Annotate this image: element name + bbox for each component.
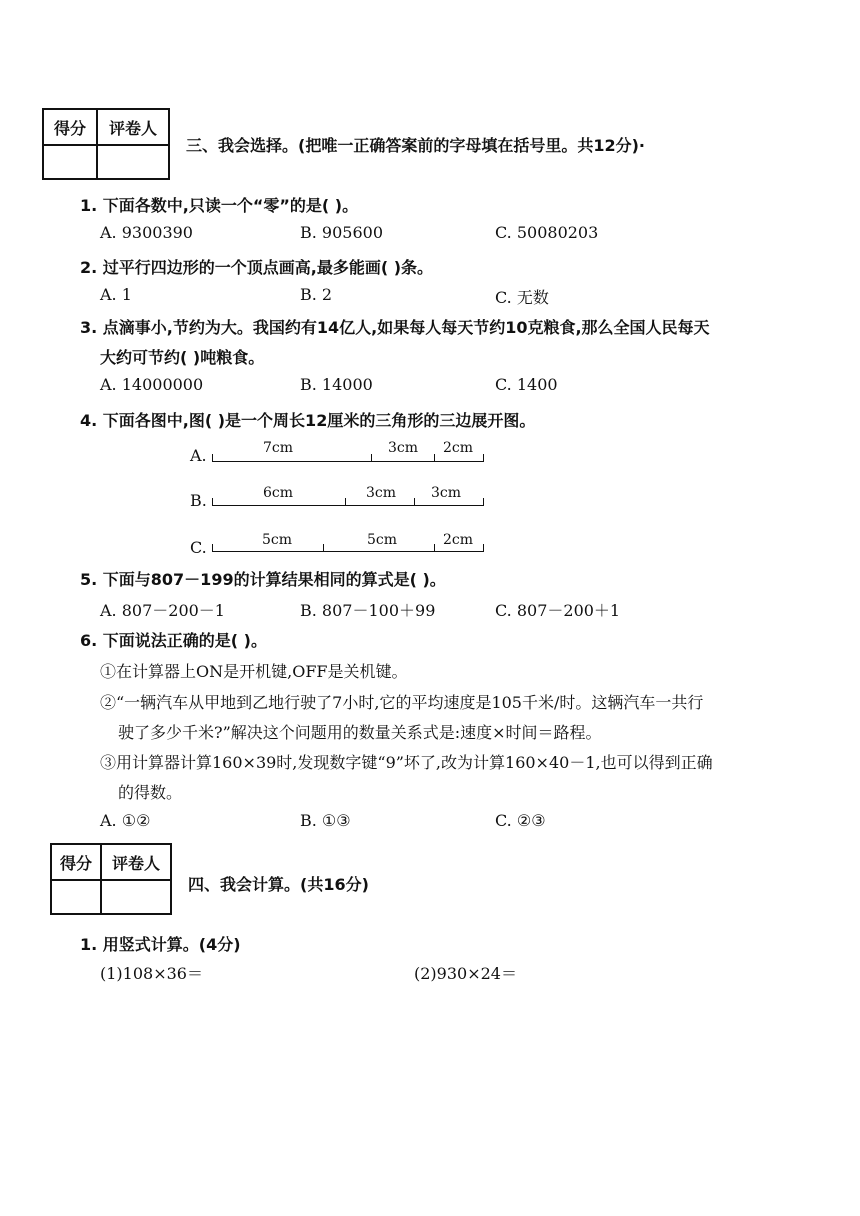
question-2-option-a: A. 1 [100,285,132,304]
figure-b-tick [345,498,346,506]
question-4-stem: 4. 下面各图中,图( )是一个周长12厘米的三角形的三边展开图。 [80,411,536,430]
question-1-option-a: A. 9300390 [100,223,193,242]
question-6-stem: 6. 下面说法正确的是( )。 [80,631,267,650]
figure-c-label-1: 5cm [262,532,293,548]
figure-a-label-2: 3cm [388,440,419,456]
figure-b-label-2: 3cm [366,485,397,501]
grader-cell[interactable] [97,145,169,179]
grader-header: 评卷人 [97,109,169,145]
figure-c-tick [434,544,435,552]
question-1-stem: 1. 下面各数中,只读一个“零”的是( )。 [80,196,359,215]
score-header: 得分 [51,844,101,880]
question-2-option-b: B. 2 [300,285,333,304]
section3-score-table [42,108,170,180]
grader-cell[interactable] [101,880,171,914]
figure-a-label-3: 2cm [443,440,474,456]
score-cell[interactable] [43,145,97,179]
question-3-stem-line2: 大约可节约( )吨粮食。 [100,348,265,367]
question-5-option-b: B. 807－100＋99 [300,601,436,620]
question-6-statement-2-cont: 驶了多少千米?”解决这个问题用的数量关系式是:速度×时间＝路程。 [118,723,602,742]
question-3-stem-line1: 3. 点滴事小,节约为大。我国约有14亿人,如果每人每天节约10克粮食,那么全国人民每天 [80,318,710,337]
figure-b-label-1: 6cm [263,485,294,501]
question-6-statement-3-cont: 的得数。 [118,783,183,802]
question-6-option-b: B. ①③ [300,811,351,830]
score-header: 得分 [43,109,97,145]
question-3-option-b: B. 14000 [300,375,373,394]
question-2-option-c: C. 无数 [495,288,549,307]
section4-title: 四、我会计算。(共16分) [188,875,369,894]
question-3-option-c: C. 1400 [495,375,558,394]
figure-a-tick [434,454,435,462]
section4-score-table [50,843,172,915]
figure-c-tick [483,544,484,552]
figure-a-letter: A. [190,446,207,465]
figure-a-line [212,461,484,462]
calc-item-2: (2)930×24＝ [414,964,517,983]
question-2-stem: 2. 过平行四边形的一个顶点画高,最多能画( )条。 [80,258,434,277]
figure-c-letter: C. [190,538,207,557]
figure-c-line [212,551,484,552]
figure-b-tick [414,498,415,506]
figure-b-tick [483,498,484,506]
figure-b-tick [212,498,213,506]
question-6-statement-1: ①在计算器上ON是开机键,OFF是关机键。 [100,662,408,681]
calc-item-1: (1)108×36＝ [100,964,203,983]
figure-b-label-3: 3cm [431,485,462,501]
figure-b-letter: B. [190,491,207,510]
question-6-statement-2: ②“一辆汽车从甲地到乙地行驶了7小时,它的平均速度是105千米/时。这辆汽车一共行 [100,693,704,712]
question-6-statement-3: ③用计算器计算160×39时,发现数字键“9”坏了,改为计算160×40－1,也可以得到正确 [100,753,713,772]
question-5-stem: 5. 下面与807－199的计算结果相同的算式是( )。 [80,570,446,589]
question-1-option-b: B. 905600 [300,223,384,242]
grader-header: 评卷人 [101,844,171,880]
score-cell[interactable] [51,880,101,914]
figure-a-label-1: 7cm [263,440,294,456]
figure-c-tick [212,544,213,552]
figure-a-tick [212,454,213,462]
question-6-option-c: C. ②③ [495,811,546,830]
question-6-option-a: A. ①② [100,811,151,830]
question-3-option-a: A. 14000000 [100,375,204,394]
question-5-option-a: A. 807－200－1 [100,601,225,620]
figure-a-tick [483,454,484,462]
figure-b-line [212,505,484,506]
section4-question-1-stem: 1. 用竖式计算。(4分) [80,935,241,954]
figure-a-tick [371,454,372,462]
section3-title: 三、我会选择。(把唯一正确答案前的字母填在括号里。共12分)· [186,136,645,155]
question-5-option-c: C. 807－200＋1 [495,601,621,620]
figure-c-label-3: 2cm [443,532,474,548]
figure-c-tick [323,544,324,552]
figure-c-label-2: 5cm [367,532,398,548]
question-1-option-c: C. 50080203 [495,223,599,242]
